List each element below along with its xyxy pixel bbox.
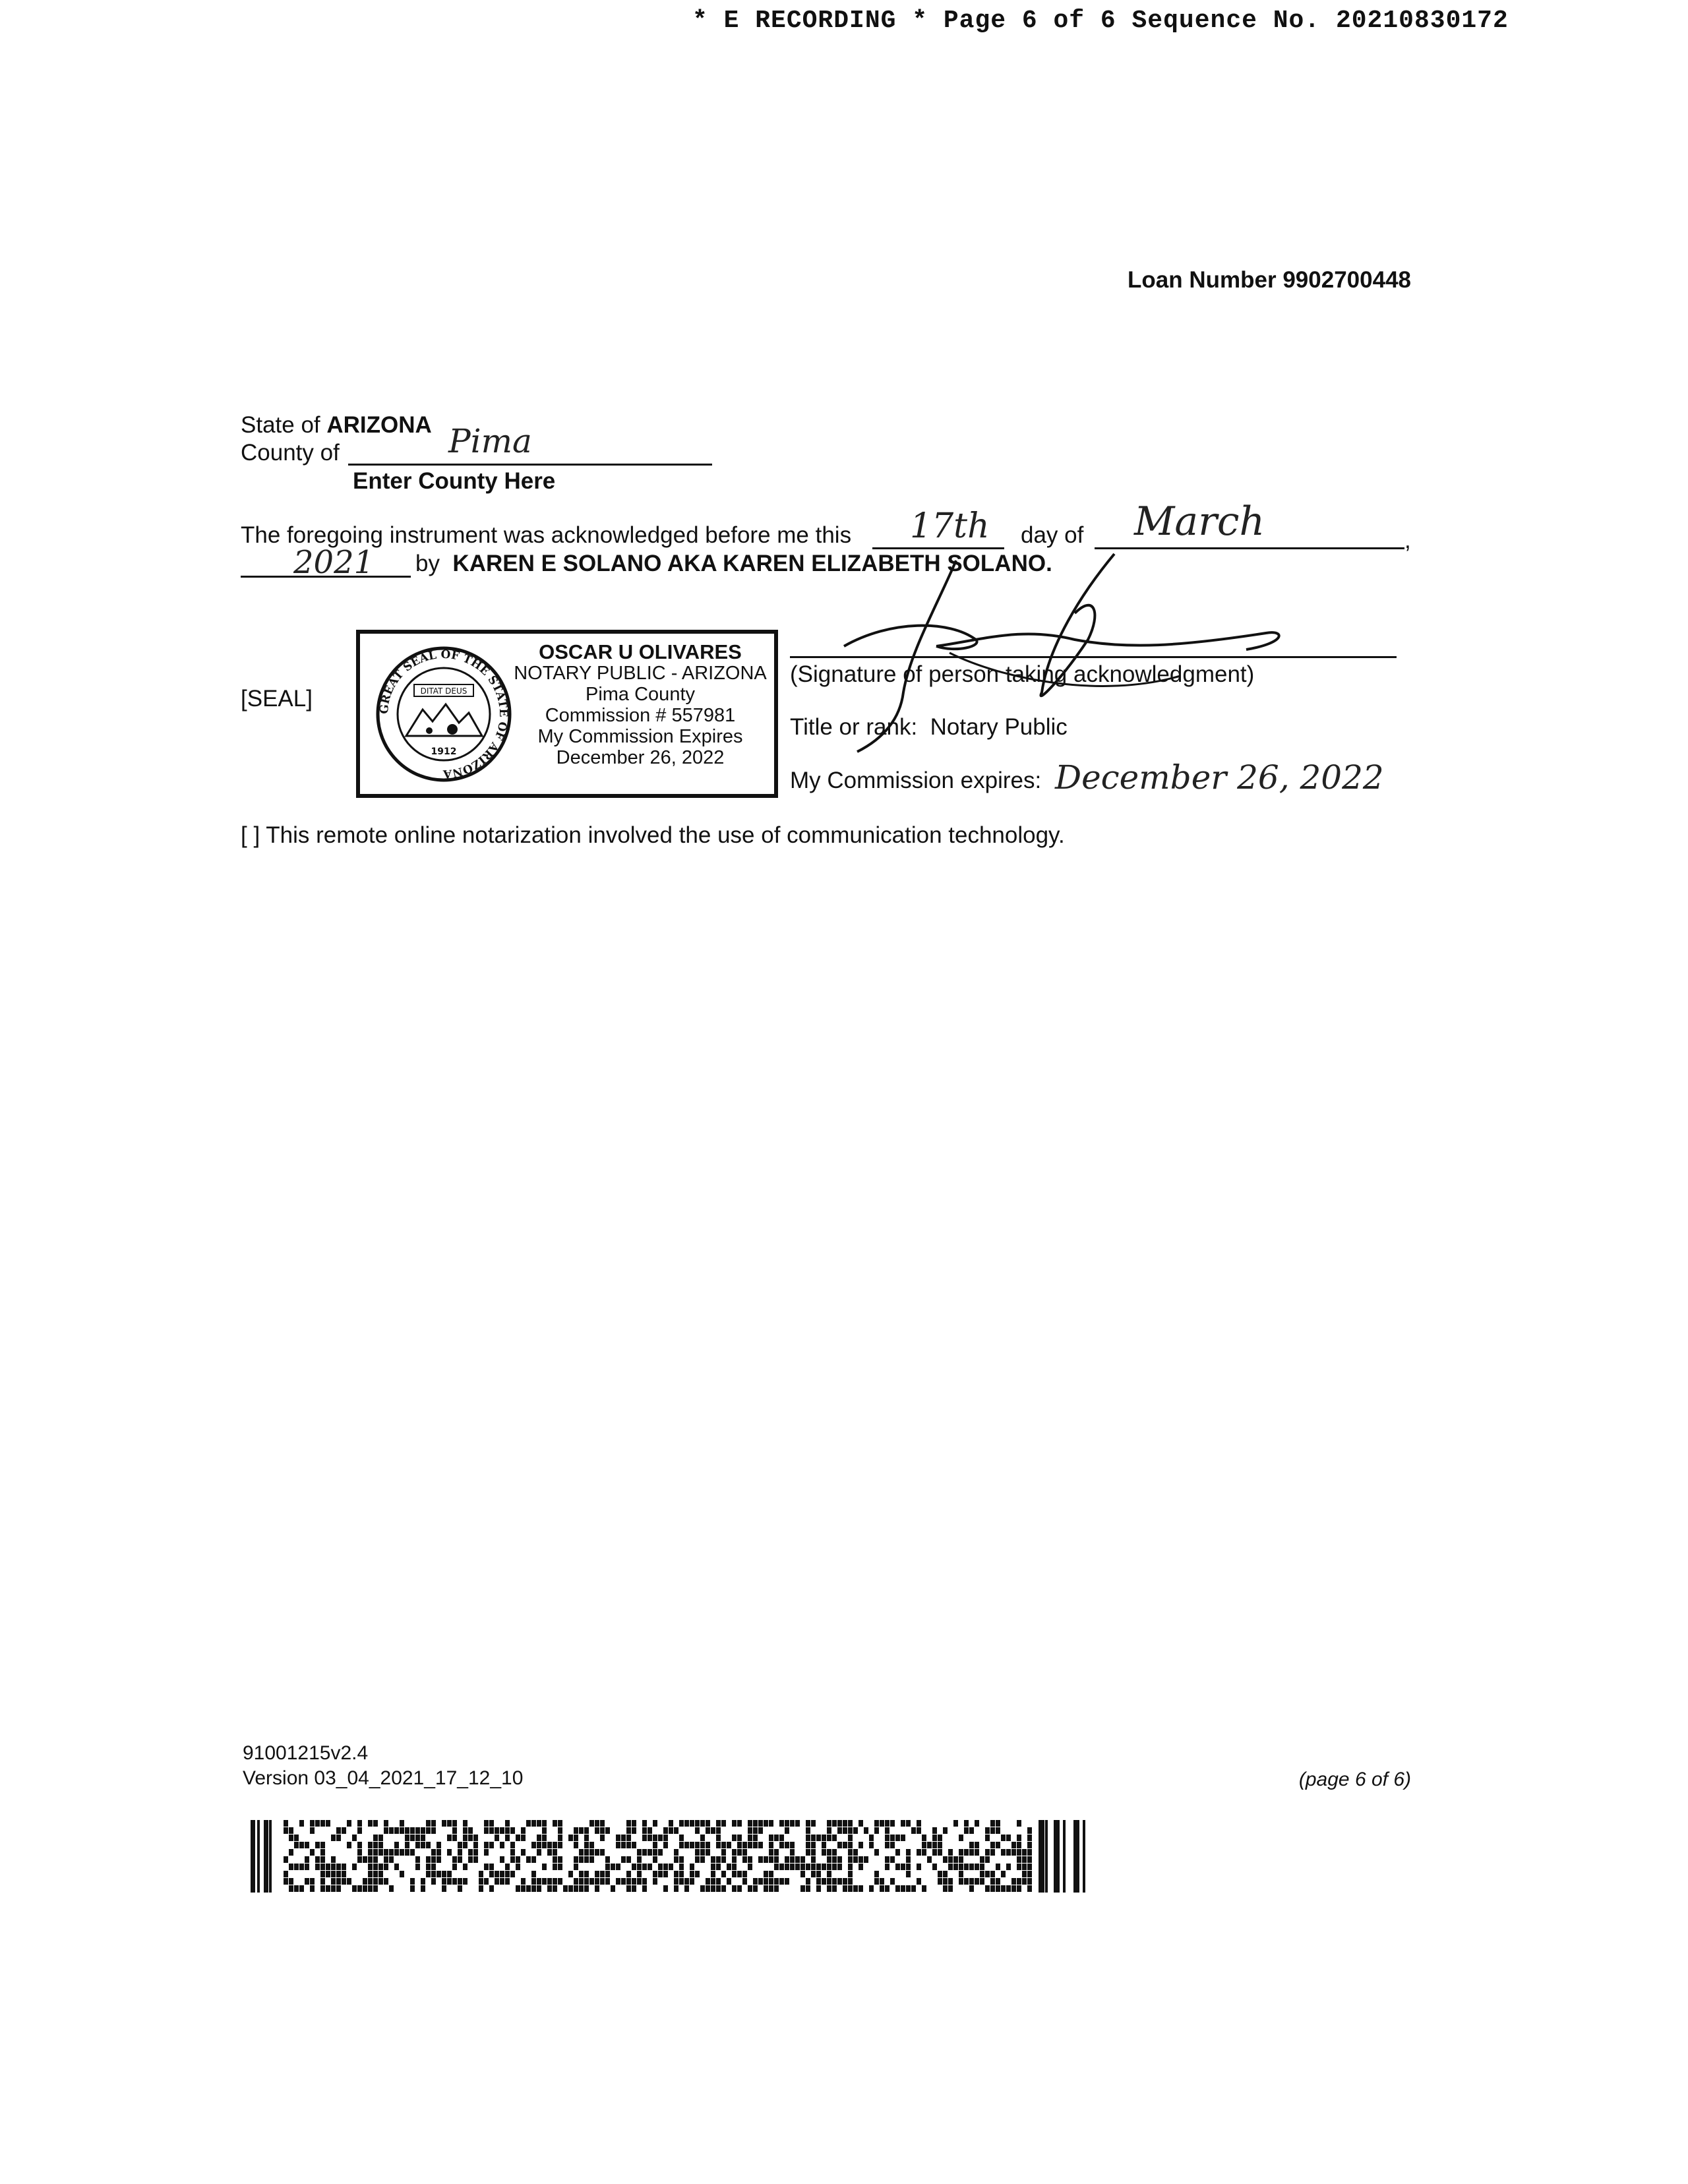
barcode-graphic	[251, 1820, 1095, 1893]
stamp-expires-date: December 26, 2022	[556, 747, 725, 768]
county-hint: Enter County Here	[353, 468, 556, 494]
by-label: by	[415, 551, 440, 576]
county-underline	[348, 464, 712, 466]
title-rank-value: Notary Public	[930, 714, 1068, 740]
commission-number: Commission # 557981	[545, 705, 736, 726]
commission-expires-handwritten: December 26, 2022	[1055, 758, 1384, 797]
notary-name: OSCAR U OLIVARES	[539, 640, 742, 663]
state-prefix: State of	[241, 412, 320, 438]
loan-number: Loan Number 9902700448	[1128, 267, 1411, 293]
month-comma: ,	[1404, 528, 1411, 553]
state-line	[241, 412, 432, 439]
stamp-text-block	[505, 642, 775, 768]
seal-label: [SEAL]	[241, 686, 313, 712]
seal-motto: DITAT DEUS	[420, 686, 467, 696]
notary-title: NOTARY PUBLIC - ARIZONA	[514, 663, 767, 684]
page-indicator: (page 6 of 6)	[1298, 1769, 1411, 1790]
title-rank-label: Title or rank:	[790, 714, 918, 740]
commission-expires-label: My Commission expires:	[790, 768, 1042, 793]
title-rank-line	[790, 714, 1068, 741]
signer-name: KAREN E SOLANO AKA KAREN ELIZABETH SOLANO.	[452, 551, 1052, 576]
month-handwritten: March	[1134, 499, 1265, 545]
county-prefix: County of	[241, 440, 340, 466]
form-version: Version 03_04_2021_17_12_10	[243, 1767, 524, 1789]
stamp-expires-label: My Commission Expires	[537, 726, 743, 747]
day-of-label: day of	[1021, 522, 1084, 548]
seal-ring-text: GREAT SEAL OF THE STATE OF ARIZONA	[377, 648, 510, 781]
state-seal-emblem	[373, 644, 515, 785]
year-handwritten: 2021	[293, 544, 375, 581]
state-name: ARIZONA	[326, 412, 432, 438]
signature-caption: (Signature of person taking acknowledgment)	[790, 661, 1255, 687]
day-handwritten: 17th	[910, 506, 990, 546]
acknowledgment-text: The foregoing instrument was acknowledged before me this	[241, 522, 852, 548]
recording-banner: * E RECORDING * Page 6 of 6 Sequence No. 20210830172	[692, 7, 1509, 35]
county-handwritten: Pima	[448, 422, 532, 460]
form-id: 91001215v2.4	[243, 1742, 369, 1764]
notary-county: Pima County	[585, 684, 695, 705]
notary-stamp	[356, 630, 778, 798]
seal-year: 1912	[431, 746, 457, 757]
document-barcode	[251, 1820, 1095, 1893]
remote-notarization-text: [ ] This remote online notarization involved the use of communication technology.	[241, 822, 1065, 848]
